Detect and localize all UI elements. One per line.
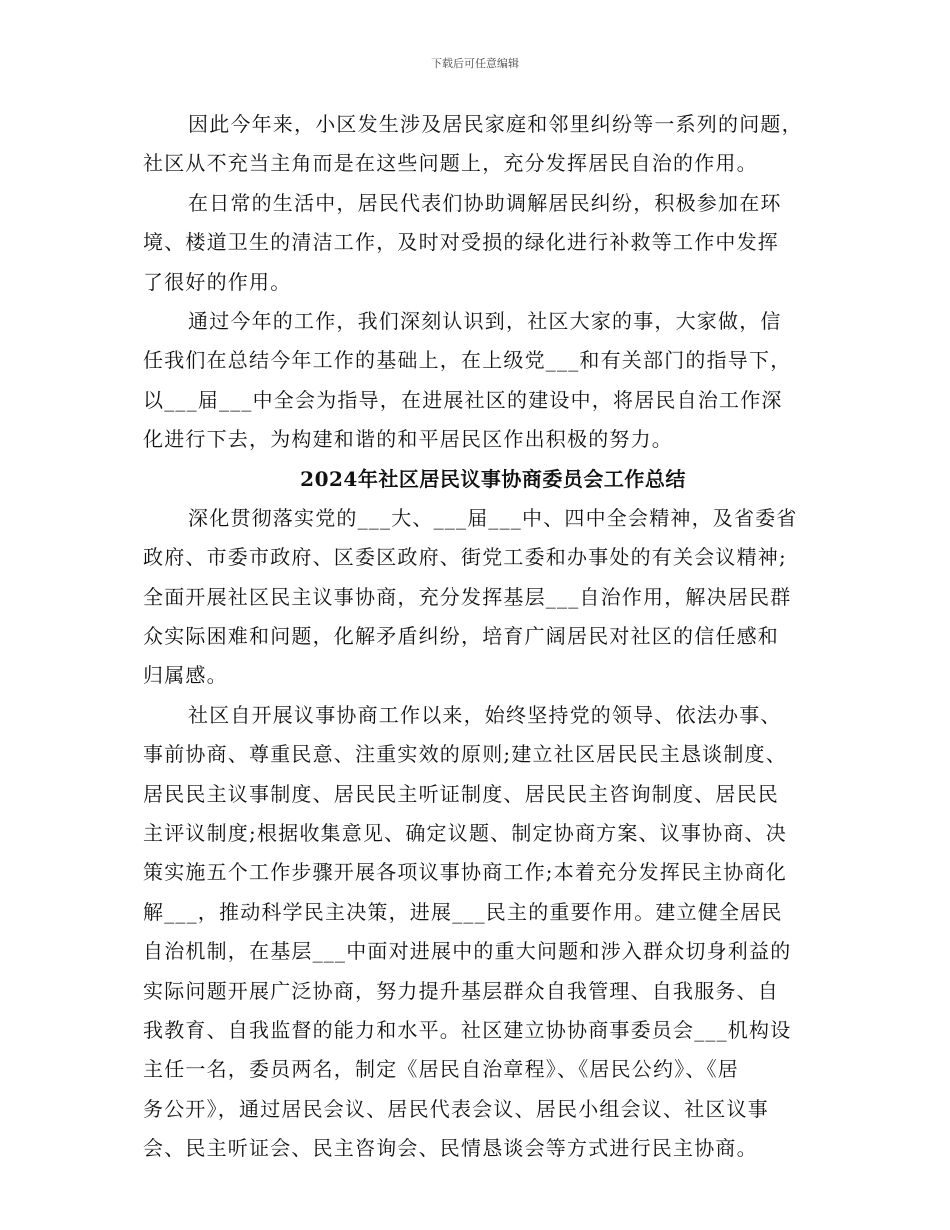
text-line: 了很好的作用。 <box>143 269 292 294</box>
text-line: 事前协商、尊重民意、注重实效的原则;建立社区居民民主恳谈制度、 <box>143 742 787 767</box>
text-line: 深化贯彻落实党的___大、___届___中、四中全会精神，及省委省 <box>188 505 798 530</box>
text-line: 政府、市委市政府、区委区政府、街党工委和办事处的有关会议精神; <box>143 545 787 570</box>
text-line: 自治机制，在基层___中面对进展中的重大问题和涉入群众切身利益的 <box>143 939 792 964</box>
document-body <box>143 105 823 1169</box>
text-line: 会、民主听证会、民主咨询会、民情恳谈会等方式进行民主协商。 <box>143 1136 758 1161</box>
section-title: 2024年社区居民议事协商委员会工作总结 <box>300 466 686 491</box>
text-line: 归属感。 <box>143 663 228 688</box>
text-line: 主评议制度;根据收集意见、确定议题、制定协商方案、议事协商、决 <box>143 821 787 846</box>
text-line: 实际问题开展广泛协商，努力提升基层群众自我管理、自我服务、自 <box>143 978 779 1003</box>
text-line: 居民民主议事制度、居民民主听证制度、居民民主咨询制度、居民民 <box>143 781 779 806</box>
text-line: 以___届___中全会为指导，在进展社区的建设中，将居民自治工作深 <box>143 387 783 412</box>
text-line: 化进行下去，为构建和谐的和平居民区作出积极的努力。 <box>143 427 673 452</box>
text-line: 在日常的生活中，居民代表们协助调解居民纠纷，积极参加在环 <box>188 190 782 215</box>
text-line: 解___，推动科学民主决策，进展___民主的重要作用。建立健全居民 <box>143 899 783 924</box>
text-line: 社区从不充当主角而是在这些问题上，充分发挥居民自治的作用。 <box>143 151 758 176</box>
text-line: 境、楼道卫生的清洁工作，及时对受损的绿化进行补救等工作中发挥 <box>143 230 779 255</box>
text-line: 策实施五个工作步骤开展各项议事协商工作;本着充分发挥民主协商化 <box>143 860 787 885</box>
text-line: 我教育、自我监督的能力和水平。社区建立协协商事委员会___机构设 <box>143 1017 792 1042</box>
text-line: 因此今年来，小区发生涉及居民家庭和邻里纠纷等一系列的问题， <box>188 112 803 136</box>
page-header: 下载后可任意编辑 <box>431 57 519 70</box>
text-line: 众实际困难和问题，化解矛盾纠纷，培育广阔居民对社区的信任感和 <box>143 624 779 649</box>
text-line: 通过今年的工作，我们深刻认识到，社区大家的事，大家做，信 <box>188 308 782 333</box>
text-line: 务公开》，通过居民会议、居民代表会议、居民小组会议、社区议事 <box>143 1096 769 1121</box>
text-line: 主任一名，委员两名，制定《居民自治章程》、《居民公约》、《居 <box>143 1057 739 1082</box>
text-line: 全面开展社区民主议事协商，充分发挥基层___自治作用，解决居民群 <box>143 584 792 609</box>
text-line: 社区自开展议事协商工作以来，始终坚持党的领导、依法办事、 <box>188 702 782 727</box>
text-line: 任我们在总结今年工作的基础上，在上级党___和有关部门的指导下， <box>143 348 792 373</box>
